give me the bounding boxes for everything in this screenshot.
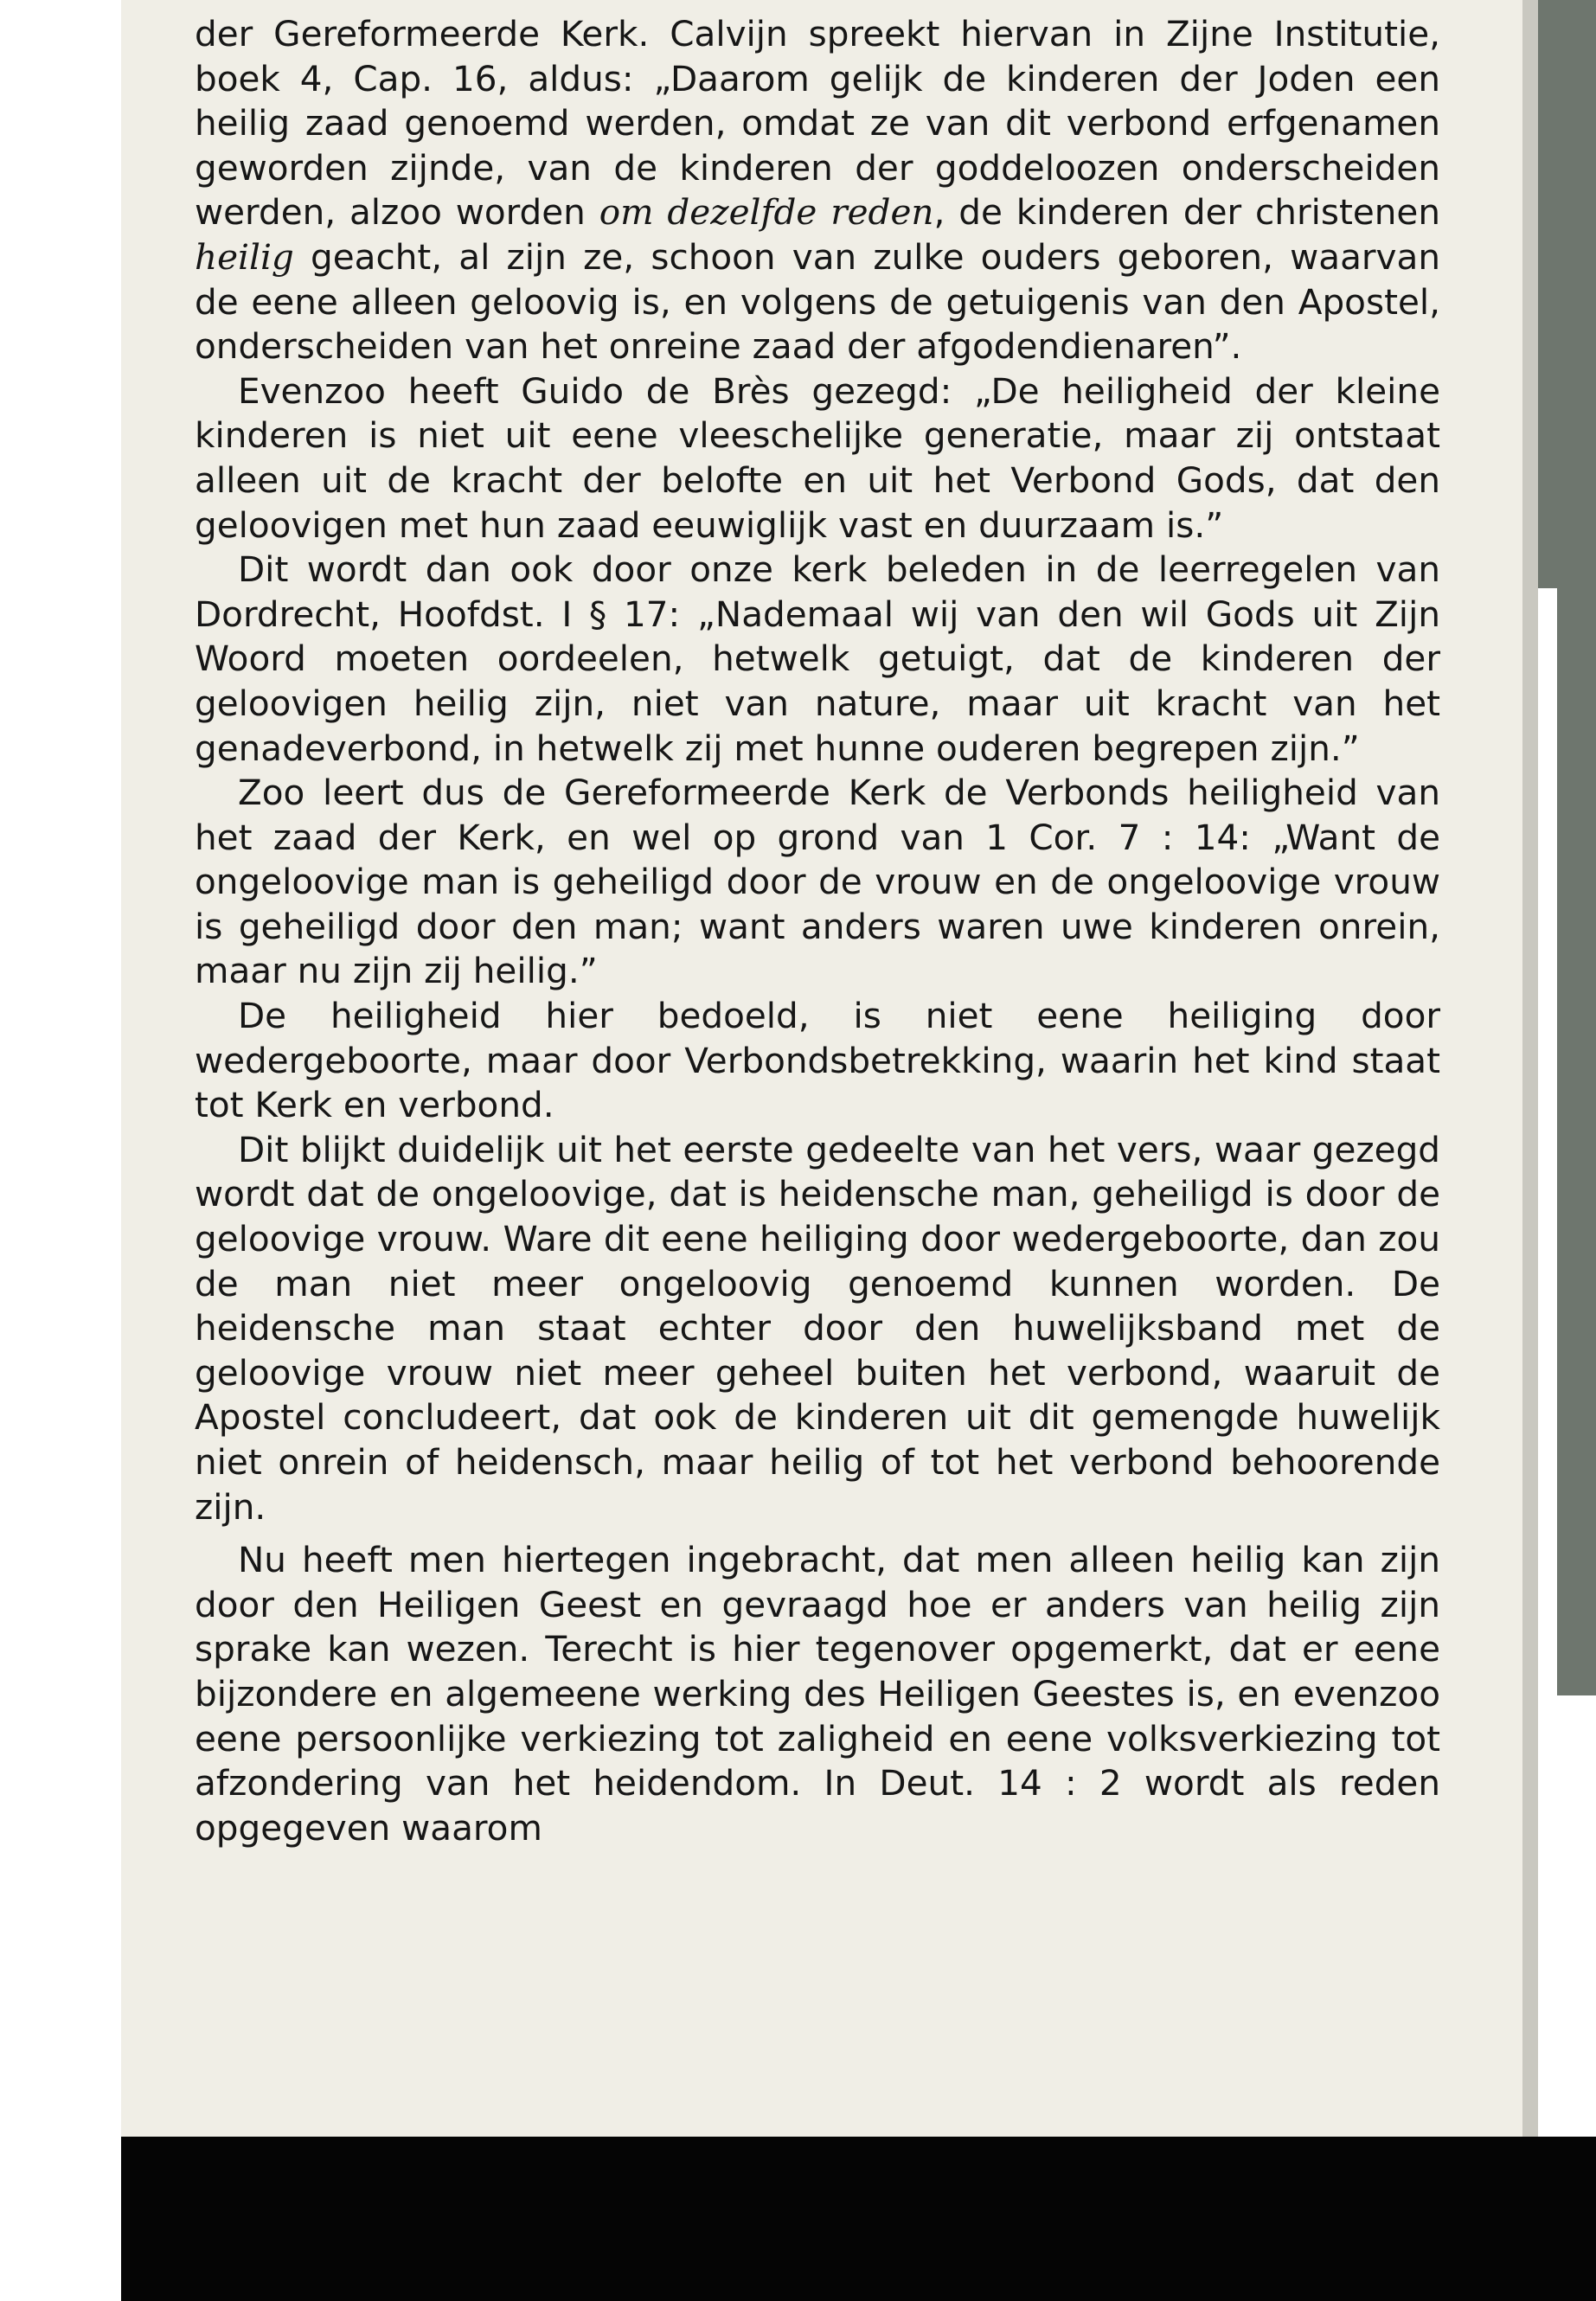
scan-bottom-border <box>121 2137 1596 2301</box>
text-segment: Dit wordt dan ook door onze kerk beleden in de leerregelen van Dordrecht, Hoofdst. I § 17: „Nademaal wij van den wil Gods uit Zijn Woord moeten oordeelen, hetwelk getuigt, dat de kinderen der geloovigen heilig zijn, niet van nature, maar uit kracht van het genadeverbond, in hetwelk zij met hunne ouderen begrepen zijn.” <box>195 548 1440 769</box>
text-segment: Evenzoo heeft Guido de Brès gezegd: „De heiligheid der kleine kinderen is niet uit eene vleeschelijke generatie, maar zij ontstaat alleen uit de kracht der belofte en uit het Verbond Gods, dat den geloovigen met hun zaad eeuwiglijk vast en duurzaam is.” <box>195 369 1440 546</box>
paragraph-nu-heeft-men <box>195 1538 1440 1850</box>
text-segment: Dit blijkt duidelijk uit het eerste gedeelte van het vers, waar gezegd wordt dat de ongeloovige, dat is heidensche man, geheiligd is door de geloovige vrouw. Ware dit eene heiliging door wedergeboorte, dan zou de man niet meer ongeloovig genoemd kunnen worden. De heidensche man staat echter door den huwelijksband met de geloovige vrouw niet meer geheel buiten het verbond, waaruit de Apostel concludeert, dat ook de kinderen uit dit gemengde huwelijk niet onrein of heidensch, maar heilig of tot het verbond behoorende zijn. <box>195 1128 1440 1528</box>
paragraph-heiligheid-bedoeld <box>195 994 1440 1128</box>
text-segment: Zoo leert dus de Gereformeerde Kerk de Verbonds heiligheid van het zaad der Kerk, en wel op grond van 1 Cor. 7 : 14: „Want de ongeloovige man is geheiligd door de vrouw en de ongeloovige vrouw is geheiligd door den man; want anders waren uwe kinderen onrein, maar nu zijn zij heilig.” <box>195 772 1440 992</box>
text-segment: geacht, al zijn ze, schoon van zulke ouders geboren, waarvan de eene alleen geloovig is, en volgens de getuigenis van den Apostel, onderscheiden van het onreine zaad der afgodendienaren”. <box>195 235 1440 368</box>
text-segment: , de kinderen der christenen <box>933 191 1440 234</box>
page-edge-shadow <box>1522 0 1538 2137</box>
italic-text: heilig <box>195 235 294 278</box>
text-segment: Nu heeft men hiertegen ingebracht, dat men alleen heilig kan zijn door den Heiligen Geest en gevraagd hoe er anders van heilig zijn sprake kan wezen. Terecht is hier tegenover opgemerkt, dat er eene bijzondere en algemeene werking des Heiligen Geestes is, en evenzoo eene persoonlijke verkiezing tot zaligheid en eene volksverkiezing tot afzondering van het heidendom. In Deut. 14 : 2 wordt als reden opgegeven waarom <box>195 1539 1440 1849</box>
paragraph-dit-blijkt <box>195 1128 1440 1529</box>
text-segment: der Gereformeerde Kerk. Calvijn spreekt hiervan in Zijne Institutie, boek 4, Cap. 16, aldus: „Daarom gelijk de kinderen der Joden een heilig zaad genoemd werden, omdat ze van dit verbond erfgenamen geworden zijnde, van de kinderen der goddeloozen onderscheiden werden, alzoo worden <box>195 13 1440 234</box>
paragraph-guido-de-bres <box>195 369 1440 548</box>
book-spine-upper <box>1538 0 1596 588</box>
paragraph-calvijn <box>195 12 1440 369</box>
paragraph-dordrecht <box>195 548 1440 771</box>
book-spine-lower <box>1557 588 1596 1695</box>
text-segment: De heiligheid hier bedoeld, is niet eene heiliging door wedergeboorte, maar door Verbondsbetrekking, waarin het kind staat tot Kerk en verbond. <box>195 995 1440 1126</box>
italic-text: om dezelfde reden <box>599 191 934 234</box>
body-text <box>195 12 1440 1850</box>
paragraph-verbonds-heiligheid <box>195 771 1440 994</box>
